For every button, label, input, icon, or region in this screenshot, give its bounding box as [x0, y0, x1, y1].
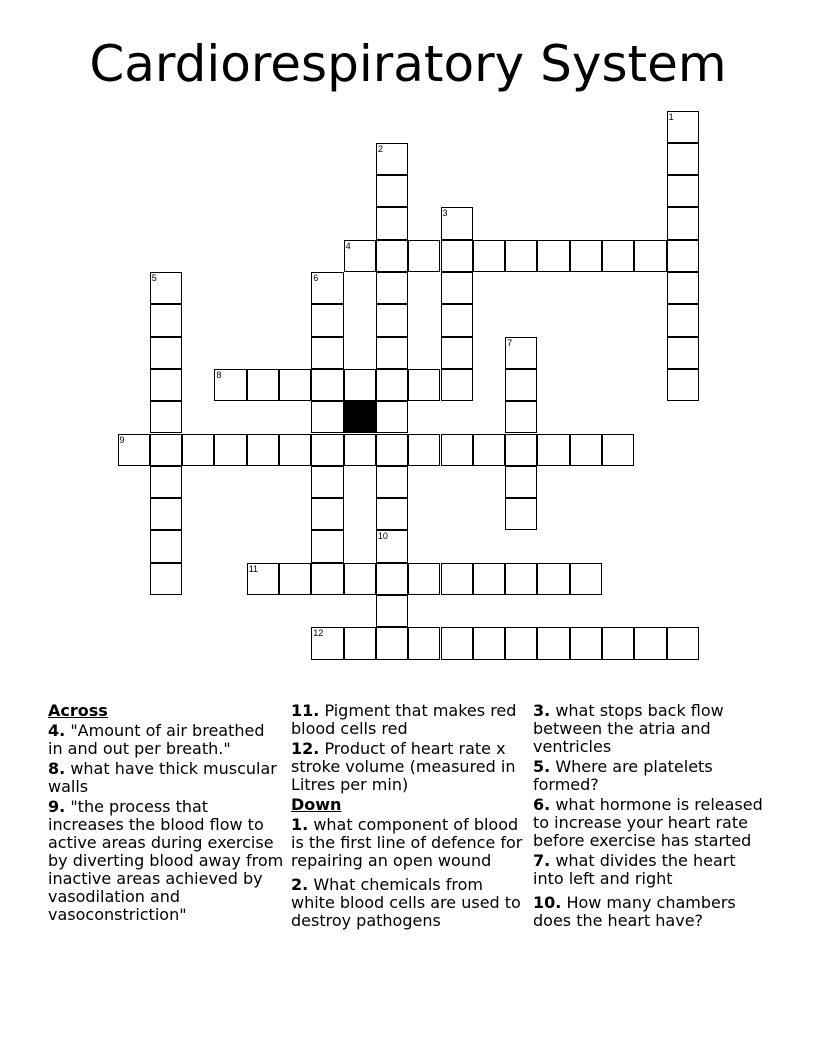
crossword-cell[interactable] — [247, 434, 279, 466]
clue-down-5 — [533, 758, 769, 794]
crossword-cell[interactable] — [376, 143, 408, 175]
crossword-cell[interactable] — [376, 240, 408, 272]
crossword-cell[interactable] — [441, 369, 473, 401]
clue-text: what divides the heart into left and right — [533, 851, 736, 888]
crossword-cell[interactable] — [376, 401, 408, 433]
clue-text: what component of blood is the first line of defence for repairing an open wound — [291, 815, 523, 870]
crossword-cell[interactable] — [408, 434, 440, 466]
crossword-cell[interactable] — [634, 627, 666, 659]
page-title: Cardiorespiratory System — [89, 35, 727, 93]
crossword-cell[interactable] — [376, 563, 408, 595]
clue-across-4 — [48, 722, 284, 758]
clue-across-9 — [48, 798, 284, 924]
crossword-cell[interactable] — [344, 434, 376, 466]
crossword-cell[interactable] — [570, 434, 602, 466]
crossword-cell[interactable] — [505, 240, 537, 272]
across-heading: Across — [48, 701, 108, 720]
crossword-cell[interactable] — [376, 498, 408, 530]
clue-down-1 — [291, 816, 527, 870]
crossword-cell[interactable] — [311, 304, 343, 336]
crossword-cell[interactable] — [376, 175, 408, 207]
crossword-cell[interactable] — [150, 466, 182, 498]
crossword-cell[interactable] — [311, 563, 343, 595]
crossword-cell[interactable] — [667, 143, 699, 175]
crossword-cell[interactable] — [570, 627, 602, 659]
clue-number-label: 1 — [668, 111, 674, 122]
clue-number: 9. — [48, 797, 66, 816]
clue-text: what stops back flow between the atria and ventricles — [533, 701, 724, 756]
crossword-cell[interactable] — [408, 563, 440, 595]
crossword-cell[interactable] — [602, 434, 634, 466]
crossword-cell[interactable] — [408, 627, 440, 659]
crossword-cell[interactable] — [505, 563, 537, 595]
crossword-cell[interactable] — [311, 466, 343, 498]
clue-down-6 — [533, 796, 769, 850]
crossword-cell[interactable] — [570, 563, 602, 595]
crossword-cell[interactable] — [473, 240, 505, 272]
clue-number-label: 8 — [216, 369, 222, 380]
crossword-cell[interactable] — [667, 627, 699, 659]
clues-column-3 — [533, 700, 769, 932]
clue-number-label: 9 — [119, 434, 125, 445]
clue-number: 11. — [291, 701, 320, 720]
clue-number-label: 12 — [313, 628, 324, 639]
crossword-cell[interactable] — [376, 369, 408, 401]
crossword-cell[interactable] — [247, 563, 279, 595]
clue-text: Where are platelets formed? — [533, 757, 713, 794]
crossword-block-cell — [344, 401, 376, 433]
clue-number: 1. — [291, 815, 309, 834]
crossword-cell[interactable] — [667, 272, 699, 304]
crossword-cell[interactable] — [667, 337, 699, 369]
clue-number-label: 2 — [377, 143, 383, 154]
clue-number: 2. — [291, 875, 309, 894]
crossword-cell[interactable] — [376, 434, 408, 466]
clue-number: 4. — [48, 721, 66, 740]
crossword-cell[interactable] — [150, 434, 182, 466]
crossword-cell[interactable] — [376, 595, 408, 627]
crossword-cell[interactable] — [408, 240, 440, 272]
crossword-cell[interactable] — [667, 369, 699, 401]
crossword-cell[interactable] — [570, 240, 602, 272]
crossword-cell[interactable] — [150, 369, 182, 401]
crossword-cell[interactable] — [150, 498, 182, 530]
crossword-cell[interactable] — [667, 240, 699, 272]
crossword-cell[interactable] — [441, 563, 473, 595]
crossword-cell[interactable] — [505, 369, 537, 401]
crossword-cell[interactable] — [537, 434, 569, 466]
crossword-cell[interactable] — [537, 627, 569, 659]
crossword-cell[interactable] — [376, 304, 408, 336]
crossword-cell[interactable] — [441, 304, 473, 336]
crossword-cell[interactable] — [634, 240, 666, 272]
clue-number-label: 7 — [507, 337, 513, 348]
crossword-cell[interactable] — [667, 175, 699, 207]
crossword-cell[interactable] — [376, 627, 408, 659]
crossword-cell[interactable] — [441, 240, 473, 272]
crossword-cell[interactable] — [150, 304, 182, 336]
crossword-cell[interactable] — [473, 434, 505, 466]
clue-number-label: 5 — [151, 273, 157, 283]
clue-down-7 — [533, 852, 769, 888]
crossword-cell[interactable] — [279, 369, 311, 401]
down-heading: Down — [291, 795, 342, 814]
clue-number: 12. — [291, 739, 320, 758]
crossword-cell[interactable] — [311, 627, 343, 659]
clue-across-11 — [291, 702, 527, 738]
crossword-cell[interactable] — [537, 240, 569, 272]
clue-text: "the process that increases the blood flow to active areas during exercise by diverting blood away from inactive areas achieved by vasodilation and vasoconstriction" — [48, 797, 284, 924]
crossword-cell[interactable] — [182, 434, 214, 466]
clue-number: 5. — [533, 757, 551, 776]
crossword-cell[interactable] — [667, 304, 699, 336]
clues-column-1 — [48, 700, 284, 926]
crossword-cell[interactable] — [441, 434, 473, 466]
crossword-cell[interactable] — [505, 337, 537, 369]
clue-number-label: 10 — [377, 531, 388, 542]
clue-number-label: 11 — [248, 563, 259, 574]
clue-number: 10. — [533, 893, 562, 912]
crossword-cell[interactable] — [376, 272, 408, 304]
crossword-cell[interactable] — [667, 111, 699, 143]
clue-number: 6. — [533, 795, 551, 814]
crossword-cell[interactable] — [473, 563, 505, 595]
crossword-cell[interactable] — [214, 369, 246, 401]
crossword-cell[interactable] — [150, 563, 182, 595]
crossword-cell[interactable] — [376, 337, 408, 369]
crossword-cell[interactable] — [150, 401, 182, 433]
crossword-cell[interactable] — [279, 563, 311, 595]
crossword-cell[interactable] — [311, 272, 343, 304]
crossword-cell[interactable] — [505, 466, 537, 498]
clue-text: What chemicals from white blood cells are used to destroy pathogens — [291, 875, 521, 930]
crossword-cell[interactable] — [602, 240, 634, 272]
clue-down-3 — [533, 702, 769, 756]
crossword-cell[interactable] — [505, 401, 537, 433]
crossword-cell[interactable] — [408, 369, 440, 401]
crossword-cell[interactable] — [376, 466, 408, 498]
clue-number-label: 6 — [313, 273, 319, 283]
clue-number: 8. — [48, 759, 66, 778]
crossword-cell[interactable] — [667, 207, 699, 239]
clue-across-12 — [291, 740, 527, 794]
crossword-cell[interactable] — [311, 498, 343, 530]
crossword-cell[interactable] — [247, 369, 279, 401]
crossword-cell[interactable] — [505, 434, 537, 466]
crossword-cell[interactable] — [376, 530, 408, 562]
crossword-cell[interactable] — [150, 530, 182, 562]
clue-number-label: 3 — [442, 208, 448, 219]
clue-text: "Amount of air breathed in and out per breath." — [48, 721, 265, 758]
clues-column-2 — [291, 700, 527, 932]
crossword-cell[interactable] — [602, 627, 634, 659]
crossword-cell[interactable] — [344, 369, 376, 401]
crossword-cell[interactable] — [311, 369, 343, 401]
crossword-cell[interactable] — [537, 563, 569, 595]
clue-across-8 — [48, 760, 284, 796]
crossword-cell[interactable] — [311, 337, 343, 369]
crossword-cell[interactable] — [279, 434, 311, 466]
crossword-cell[interactable] — [344, 627, 376, 659]
crossword-cell[interactable] — [441, 207, 473, 239]
crossword-cell[interactable] — [150, 272, 182, 304]
clue-down-10 — [533, 894, 769, 930]
clue-text: Product of heart rate x stroke volume (measured in Litres per min) — [291, 739, 516, 794]
clue-number: 3. — [533, 701, 551, 720]
crossword-cell[interactable] — [118, 434, 150, 466]
clue-text: what hormone is released to increase your heart rate before exercise has started — [533, 795, 763, 850]
crossword-cell[interactable] — [441, 627, 473, 659]
clue-text: what have thick muscular walls — [48, 759, 277, 796]
crossword-cell[interactable] — [441, 272, 473, 304]
crossword-cell[interactable] — [311, 434, 343, 466]
clue-text: Pigment that makes red blood cells red — [291, 701, 517, 738]
crossword-cell[interactable] — [376, 207, 408, 239]
crossword-cell[interactable] — [150, 337, 182, 369]
crossword-cell[interactable] — [344, 240, 376, 272]
crossword-cell[interactable] — [214, 434, 246, 466]
clue-down-2 — [291, 876, 527, 930]
clue-text: How many chambers does the heart have? — [533, 893, 736, 930]
crossword-cell[interactable] — [473, 627, 505, 659]
crossword-cell[interactable] — [505, 627, 537, 659]
crossword-cell[interactable] — [344, 563, 376, 595]
crossword-cell[interactable] — [505, 498, 537, 530]
clue-number-label: 4 — [345, 240, 351, 251]
clue-number: 7. — [533, 851, 551, 870]
crossword-cell[interactable] — [311, 530, 343, 562]
crossword-cell[interactable] — [311, 401, 343, 433]
crossword-cell[interactable] — [441, 337, 473, 369]
